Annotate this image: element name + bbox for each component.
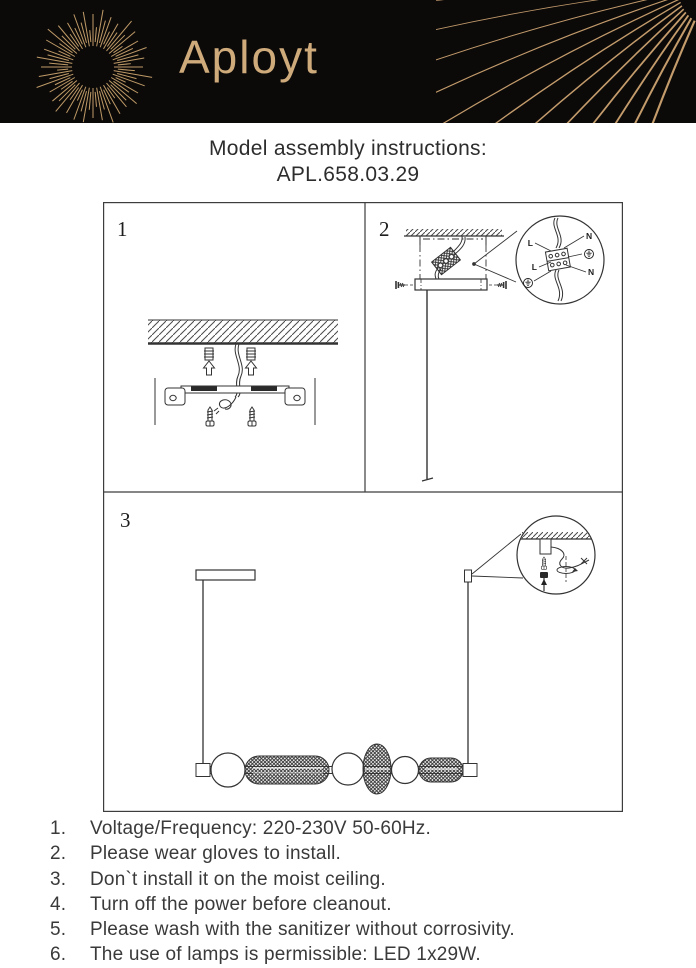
glass-sphere	[332, 753, 364, 785]
instruction-text: The use of lamps is permissible: LED 1x29W.	[90, 944, 481, 966]
instruction-item	[50, 816, 670, 841]
instruction-item	[50, 867, 670, 892]
diffuser-capsule	[245, 756, 329, 784]
corner-rays-decoration	[436, 0, 696, 123]
instruction-number: 3.	[50, 868, 67, 890]
assembly-diagram	[103, 202, 623, 812]
screw-icon	[206, 407, 214, 426]
page-title: Model assembly instructions:	[208, 137, 487, 160]
panel-2-number: 2	[379, 217, 390, 241]
neutral-wire-label: N	[588, 267, 595, 277]
ceiling-fitting	[465, 570, 472, 582]
brand-name: Aployt	[179, 31, 319, 83]
neutral-wire-label: N	[586, 231, 593, 241]
instructions-list	[50, 816, 670, 968]
instruction-number: 5.	[50, 919, 67, 941]
panel-3-lamp-assembly	[120, 508, 595, 794]
canopy-base-plate	[415, 279, 487, 290]
ceiling-hatch	[148, 320, 338, 344]
wall-anchor-icon	[246, 348, 257, 375]
instruction-item	[50, 917, 670, 942]
instruction-text: Please wear gloves to install.	[90, 843, 342, 865]
power-wire	[214, 344, 242, 414]
magnifier-leader-lines	[473, 231, 517, 282]
model-code: APL.658.03.29	[276, 163, 420, 186]
screw-icon	[248, 407, 256, 426]
wall-anchor-icon	[204, 348, 215, 375]
instruction-number: 4.	[50, 893, 67, 915]
ceiling-socket	[540, 539, 551, 554]
instruction-item	[50, 892, 670, 917]
magnifier-leader-lines	[472, 534, 523, 578]
live-wire-label: L	[531, 262, 537, 272]
live-wire-label: L	[527, 238, 533, 248]
sunburst-logo-icon	[28, 7, 158, 123]
title-block	[0, 136, 696, 188]
diffuser-capsule-small	[419, 758, 463, 782]
side-screw-icon	[396, 281, 414, 289]
instruction-number: 6.	[50, 944, 67, 966]
instruction-number: 2.	[50, 843, 67, 865]
glass-sphere	[211, 753, 245, 787]
instruction-text: Voltage/Frequency: 220-230V 50-60Hz.	[90, 818, 431, 839]
instruction-text: Turn off the power before cleanout.	[90, 893, 392, 915]
instruction-number: 1.	[50, 818, 67, 839]
glass-sphere	[392, 757, 419, 784]
brand-banner	[0, 0, 696, 123]
ceiling-hatch	[404, 229, 504, 236]
side-screw-icon	[488, 281, 506, 289]
panel-3-number: 3	[120, 508, 131, 532]
panel-2-wiring	[379, 216, 604, 481]
panel-1-ceiling-mounting	[117, 217, 338, 426]
mounting-bracket	[165, 386, 305, 405]
panel-1-number: 1	[117, 217, 128, 241]
diffuser-disc	[363, 744, 391, 794]
bar-end-cap-left	[196, 764, 210, 777]
terminal-block-detail	[545, 248, 570, 271]
instruction-text: Please wash with the sanitizer without corrosivity.	[90, 919, 515, 941]
instruction-text: Don`t install it on the moist ceiling.	[90, 868, 386, 890]
instruction-item	[50, 841, 670, 866]
instruction-item	[50, 942, 670, 967]
magnifier-circle-ceiling-detail	[517, 516, 595, 594]
magnifier-circle-wiring	[516, 216, 604, 304]
assembly-diagram-svg	[103, 202, 623, 812]
bar-end-cap-right	[463, 764, 477, 777]
ceiling-plate	[196, 570, 255, 580]
